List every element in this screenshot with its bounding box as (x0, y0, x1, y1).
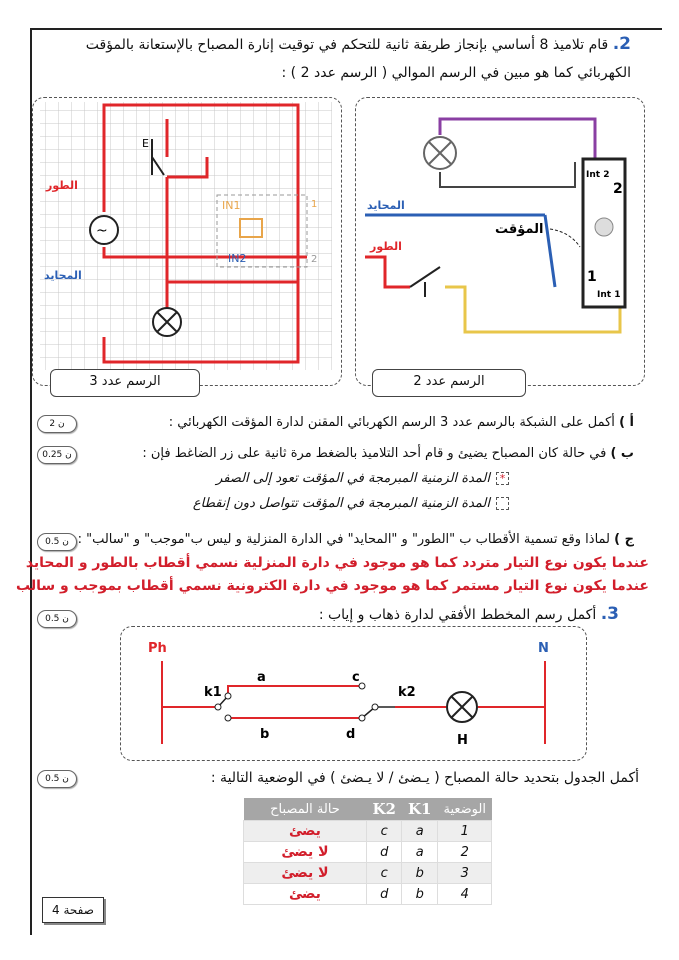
neutral-label: N (538, 641, 549, 656)
question-4-text: أكمل الجدول بتحديد حالة المصباح ( يـضئ / لا يـضئ ) في الوضعية التالية : (210, 770, 639, 786)
question-2-line1 (86, 34, 631, 54)
cell: b (402, 863, 437, 884)
answer-cell[interactable]: لا يضئ (244, 842, 367, 863)
page-number: صفحة 4 (42, 897, 104, 923)
phase-label: الطور (46, 179, 78, 192)
cell: b (402, 884, 437, 905)
c-label: c (352, 670, 360, 685)
col-position: الوضعية (437, 798, 492, 821)
option-1[interactable] (216, 471, 509, 486)
ac-symbol: ~ (96, 223, 108, 239)
points-badge: 0.5 ن (37, 610, 77, 628)
question-b-label: ب ) (610, 446, 634, 461)
question-2-line2: الكهربائي كما هو مبين في الرسم الموالي ( الرسم عدد 2 ) : (281, 65, 631, 81)
cell: c (367, 821, 402, 842)
points-badge: 0.25 ن (37, 446, 77, 464)
table-row (244, 884, 492, 905)
grid[interactable] (40, 102, 332, 370)
phase-label: Ph (148, 641, 167, 656)
neutral-label: المحايد (44, 269, 82, 282)
in1-label: IN1 (222, 199, 241, 212)
question-text: قام تلاميذ 8 أساسي بإنجاز طريقة ثانية للتحكم في توقيت إنارة المصباح بالإستعانة بالمؤقت (85, 37, 609, 53)
diagram-2 (355, 97, 643, 384)
cell: 1 (437, 821, 492, 842)
d-label: d (346, 727, 356, 742)
timer-dial-icon (595, 218, 613, 236)
diagram-3[interactable] (32, 97, 340, 384)
push-button-icon (410, 267, 440, 297)
cell: c (367, 863, 402, 884)
cell: a (402, 842, 437, 863)
k2-label: k2 (398, 685, 416, 700)
question-3-text: أكمل رسم المخطط الأفقي لدارة ذهاب و إياب : (318, 607, 597, 623)
int2-label: Int 2 (586, 170, 610, 180)
question-b (84, 446, 634, 461)
table-row (244, 842, 492, 863)
checkbox-unchecked[interactable] (496, 497, 509, 510)
h-label: H (457, 733, 468, 748)
int1-label: Int 1 (597, 290, 621, 300)
points-badge: 2 ن (37, 415, 77, 433)
option-2[interactable] (193, 496, 509, 511)
col-k2: K2 (367, 798, 402, 821)
question-a-text: أكمل على الشبكة بالرسم عدد 3 الرسم الكهربائي المقنن لدارة المؤقت الكهربائي : (168, 415, 615, 430)
question-b-text: في حالة كان المصباح يضيئ و قام أحد التلاميذ بالضغط مرة ثانية على زر الضاغط فإن : (142, 446, 607, 461)
table-header (244, 798, 492, 821)
diagram-2-caption: الرسم عدد 2 (372, 369, 526, 397)
question-c-text: لماذا وقع تسمية الأقطاب ب "الطور" و "المحايد" في الدارة المنزلية و ليس ب"موجب" و "سالب" : (77, 532, 611, 547)
in2-label: IN2 (228, 252, 247, 265)
question-a (84, 415, 634, 430)
terminal-2: 2 (311, 254, 318, 265)
terminal-1: 1 (587, 269, 597, 285)
b-label: b (260, 727, 270, 742)
two-way-circuit[interactable] (120, 626, 585, 759)
question-c (77, 532, 634, 547)
cell: 2 (437, 842, 492, 863)
phase-label: الطور (370, 240, 402, 253)
answer-line-1: عندما يكون نوع التيار متردد كما هو موجود في دارة المنزلية نسمي أقطاب بالطور و المحايد (25, 555, 649, 571)
answer-cell[interactable]: يضئ (244, 821, 367, 842)
terminal-2: 2 (613, 181, 623, 197)
cell: d (367, 842, 402, 863)
col-lamp-state: حالة المصباح (244, 798, 367, 821)
question-c-label: ج ) (614, 532, 634, 547)
question-a-label: أ ) (619, 415, 634, 430)
points-badge: 0.5 ن (37, 533, 77, 551)
checkbox-checked[interactable]: * (496, 472, 509, 485)
question-number: 2. (612, 34, 631, 54)
neutral-label: المحايد (367, 199, 405, 212)
diagram-3-caption: الرسم عدد 3 (50, 369, 200, 397)
cell: d (367, 884, 402, 905)
answer-line-2: عندما يكون نوع التيار مستمر كما هو موجود في دارة الكترونية نسمي أقطاب بموجب و سالب (16, 578, 649, 594)
table-row (244, 821, 492, 842)
timer-label: المؤقت (495, 222, 544, 237)
k1-label: k1 (204, 685, 222, 700)
switch-label: E (142, 137, 149, 150)
option-2-text: المدة الزمنية المبرمجة في المؤقت تتواصل دون إنقطاع (192, 496, 490, 511)
answer-cell[interactable]: يضئ (244, 884, 367, 905)
cell: 3 (437, 863, 492, 884)
terminal-1: 1 (311, 199, 318, 210)
cell: 4 (437, 884, 492, 905)
option-1-text: المدة الزمنية المبرمجة في المؤقت تعود إلى الصفر (216, 471, 490, 486)
table-row (244, 863, 492, 884)
switch-k-icon (218, 696, 395, 718)
state-table (243, 798, 492, 905)
col-k1: K1 (402, 798, 437, 821)
points-badge: 0.5 ن (37, 770, 77, 788)
a-label: a (257, 670, 266, 685)
answer-cell[interactable]: لا يضئ (244, 863, 367, 884)
question-number: 3. (600, 604, 619, 624)
question-3 (319, 604, 619, 624)
cell: a (402, 821, 437, 842)
